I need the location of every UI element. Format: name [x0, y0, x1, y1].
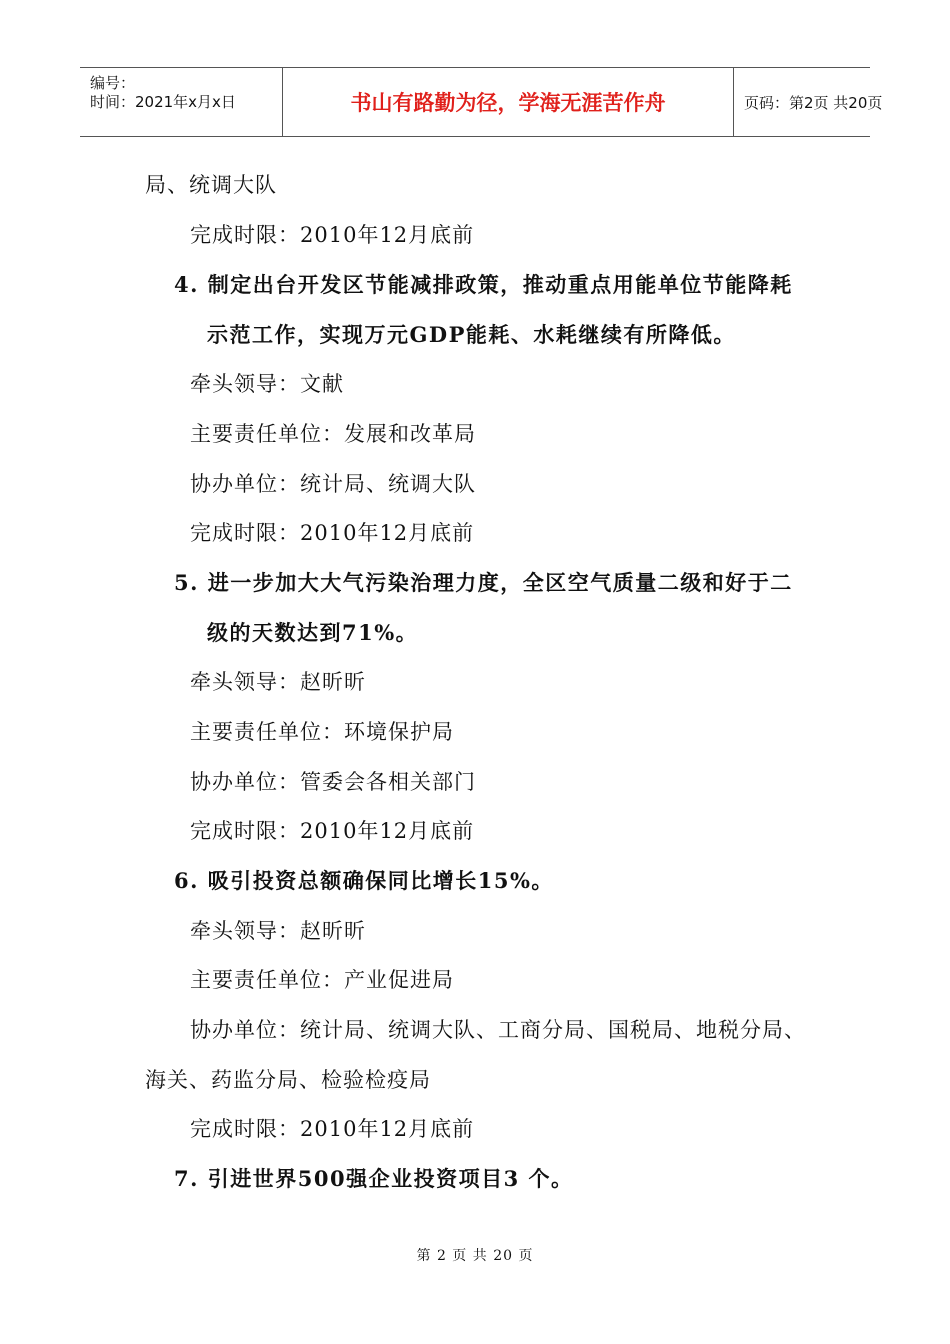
text-line: 海关、药监分局、检验检疫局: [145, 1068, 431, 1092]
text-line: 协办单位：管委会各相关部门: [190, 770, 476, 794]
item-heading: 4. 制定出台开发区节能减排政策，推动重点用能单位节能降耗: [174, 272, 793, 297]
text-line: 主要责任单位：发展和改革局: [190, 422, 476, 446]
number-label: 编号：: [90, 74, 136, 92]
item-heading-cont: 示范工作，实现万元GDP能耗、水耗继续有所降低。: [207, 322, 736, 347]
text-line: 牵头领导：赵昕昕: [190, 919, 366, 943]
item-heading: 5. 进一步加大大气污染治理力度，全区空气质量二级和好于二: [174, 570, 793, 595]
text-line: 协办单位：统计局、统调大队、工商分局、国税局、地税分局、: [190, 1018, 806, 1042]
text-line: 牵头领导：赵昕昕: [190, 670, 366, 694]
text-line: 主要责任单位：环境保护局: [190, 720, 454, 744]
item-heading: 7. 引进世界500强企业投资项目3 个。: [174, 1166, 574, 1191]
text-line: 完成时限：2010年12月底前: [190, 1117, 475, 1141]
item-heading: 6. 吸引投资总额确保同比增长15%。: [174, 868, 554, 893]
page-footer: 第 2 页 共 20 页: [416, 1248, 534, 1264]
item-heading-cont: 级的天数达到71%。: [207, 620, 419, 645]
header-motto: 书山有路勤为径，学海无涯苦作舟: [282, 68, 734, 136]
text-line: 完成时限：2010年12月底前: [190, 819, 475, 843]
text-line: 主要责任单位：产业促进局: [190, 968, 454, 992]
text-line: 完成时限：2010年12月底前: [190, 521, 475, 545]
text-line: 协办单位：统计局、统调大队: [190, 472, 476, 496]
header-meta: [80, 68, 282, 136]
document-header: [80, 67, 883, 137]
text-line: 牵头领导：文献: [190, 372, 344, 396]
date-label: 时间：2021年x月x日: [90, 93, 236, 111]
text-line: 局、统调大队: [145, 173, 277, 197]
text-line: 完成时限：2010年12月底前: [190, 223, 475, 247]
header-page-info: 页码：第2页 共20页: [744, 93, 883, 112]
